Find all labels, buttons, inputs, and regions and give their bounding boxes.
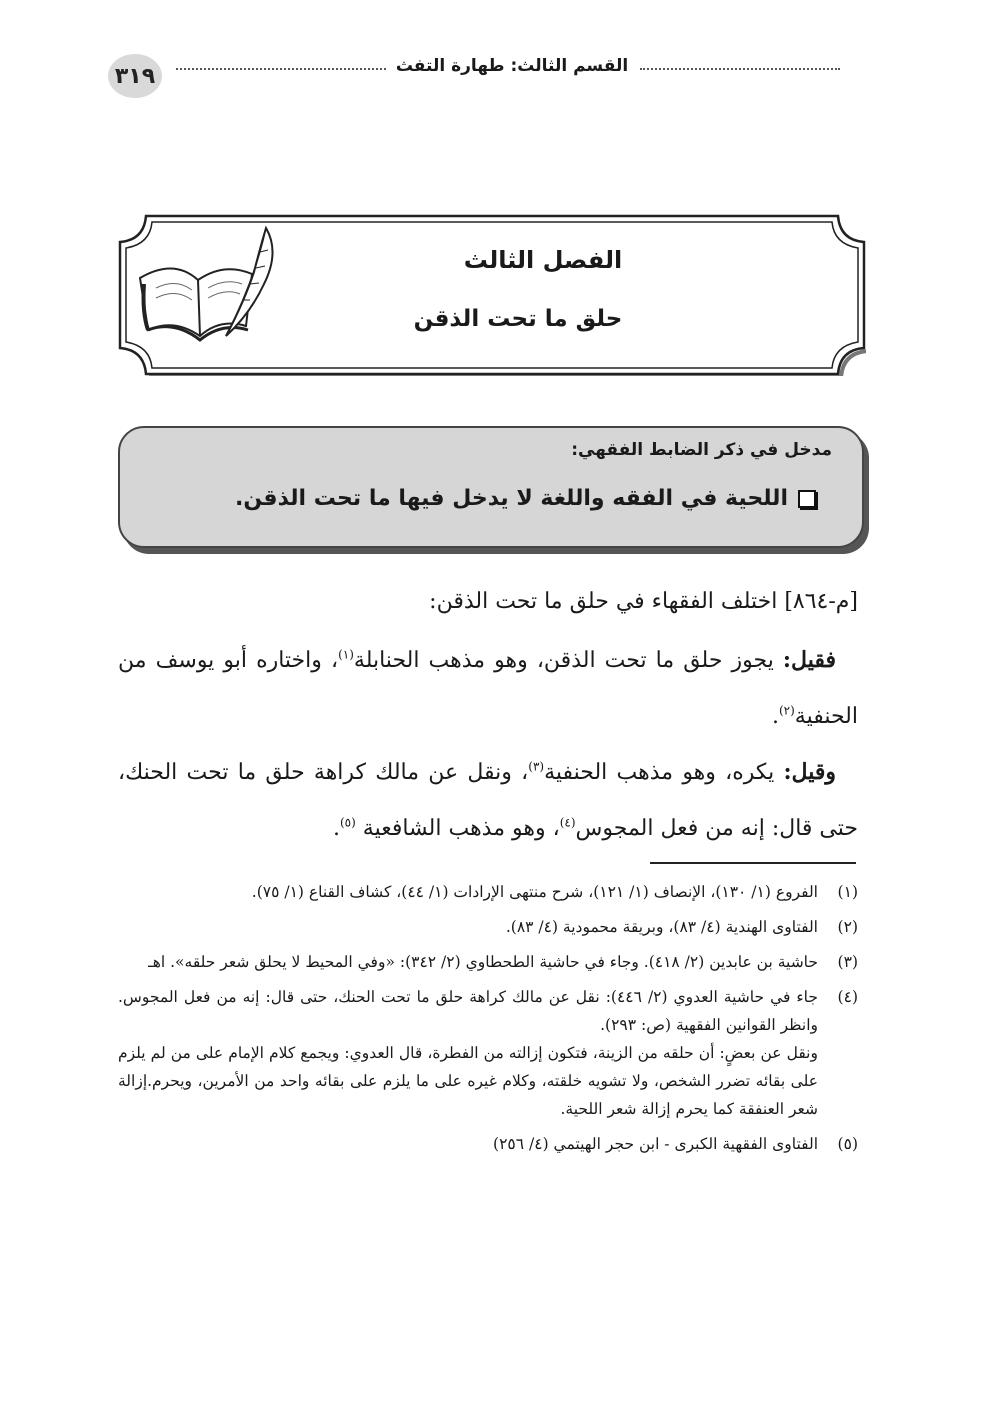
footnote-text: جاء في حاشية العدوي (٢/ ٤٤٦): نقل عن مالك كراهة حلق ما تحت الحنك، حتى قال: إنه من فعل المجوس. وانظر القوانين الفقهية (ص: ٢٩٣). bbox=[118, 988, 818, 1034]
body-paragraph-1: [م-٨٦٤] اختلف الفقهاء في حلق ما تحت الذقن: bbox=[429, 589, 858, 614]
footnote-item bbox=[118, 878, 858, 906]
header-dotted-rule-left bbox=[176, 68, 386, 70]
footnote-item bbox=[118, 948, 858, 976]
paragraph-text: ، واختاره أبو يوسف من الحنفية bbox=[118, 648, 858, 729]
paragraph-text: يكره، وهو مذهب الحنفية bbox=[544, 760, 784, 785]
footnote-ref[interactable]: (٥) bbox=[339, 815, 356, 830]
opinion-lead: وقيل: bbox=[783, 759, 836, 785]
footnote-number: (٣) bbox=[837, 953, 858, 971]
page-number: ٣١٩ bbox=[108, 54, 162, 98]
footnotes bbox=[118, 878, 858, 1165]
chapter-label: الفصل الثالث bbox=[463, 246, 623, 274]
paragraph-text: ، وهو مذهب الشافعية bbox=[355, 816, 560, 841]
footnote-number: (١) bbox=[837, 883, 858, 901]
rule-text: اللحية في الفقه واللغة لا يدخل فيها ما تحت الذقن. bbox=[235, 486, 788, 511]
fiqh-rule-box bbox=[118, 426, 864, 548]
footnote-number: (٤) bbox=[837, 988, 858, 1006]
chapter-title: حلق ما تحت الذقن bbox=[413, 306, 623, 332]
rule-heading: مدخل في ذكر الضابط الفقهي: bbox=[571, 440, 832, 460]
paragraph-text: ، ونقل عن مالك كراهة حلق ما تحت الحنك، حتى قال: إنه من فعل المجوس bbox=[118, 760, 858, 841]
paragraph-text: . bbox=[332, 816, 340, 841]
body-paragraph-3 bbox=[118, 744, 858, 857]
chapter-title-box bbox=[118, 214, 866, 376]
book-quill-icon bbox=[134, 222, 284, 352]
footnote-item bbox=[118, 913, 858, 941]
running-header-title: القسم الثالث: طهارة التفث bbox=[395, 56, 629, 76]
footnote-ref[interactable]: (٢) bbox=[778, 703, 795, 718]
footnote-number: (٢) bbox=[837, 918, 858, 936]
footnote-ref[interactable]: (٤) bbox=[559, 815, 576, 830]
footnote-ref[interactable]: (٣) bbox=[528, 759, 545, 774]
running-header bbox=[108, 54, 848, 98]
footnote-text: الفتاوى الفقهية الكبرى - ابن حجر الهيتمي (٤/ ٢٥٦) bbox=[493, 1135, 818, 1153]
footnote-item bbox=[118, 983, 858, 1039]
footnote-continuation: ونقل عن بعضٍ: أن حلقه من الزينة، فتكون إزالته من الفطرة، قال العدوي: ويجمع كلام الإمام على من لم يلزم على بقائه تضرر الشخص، ولا تشويه خلقته، وكلام غيره على ما يلزم على بقائه واحد من الأمرين، ويحرم.إزالة شعر العنفقة كما يحرم إزالة شعر اللحية. bbox=[118, 1044, 818, 1118]
paragraph-text: . bbox=[771, 704, 779, 729]
checkbox-bullet-icon bbox=[798, 490, 816, 508]
rule-line bbox=[235, 486, 816, 511]
footnote-text: الفروع (١/ ١٣٠)، الإنصاف (١/ ١٢١)، شرح منتهى الإرادات (١/ ٤٤)، كشاف القناع (١/ ٧٥). bbox=[251, 883, 818, 901]
header-dotted-rule-right bbox=[640, 68, 840, 70]
footnote-item bbox=[118, 1130, 858, 1158]
footnote-text: الفتاوى الهندية (٤/ ٨٣)، وبريقة محمودية (٤/ ٨٣). bbox=[505, 918, 818, 936]
footnote-ref[interactable]: (١) bbox=[338, 647, 354, 662]
footnote-number: (٥) bbox=[837, 1135, 858, 1153]
body-paragraph-2 bbox=[118, 632, 858, 745]
footnote-separator bbox=[650, 862, 856, 864]
footnote-text: حاشية بن عابدين (٢/ ٤١٨). وجاء في حاشية الطحطاوي (٢/ ٣٤٢): «وفي المحيط لا يحلق شعر حلقه». اهـ bbox=[148, 953, 818, 971]
paragraph-text: يجوز حلق ما تحت الذقن، وهو مذهب الحنابلة bbox=[353, 648, 783, 673]
opinion-lead: فقيل: bbox=[782, 647, 836, 673]
